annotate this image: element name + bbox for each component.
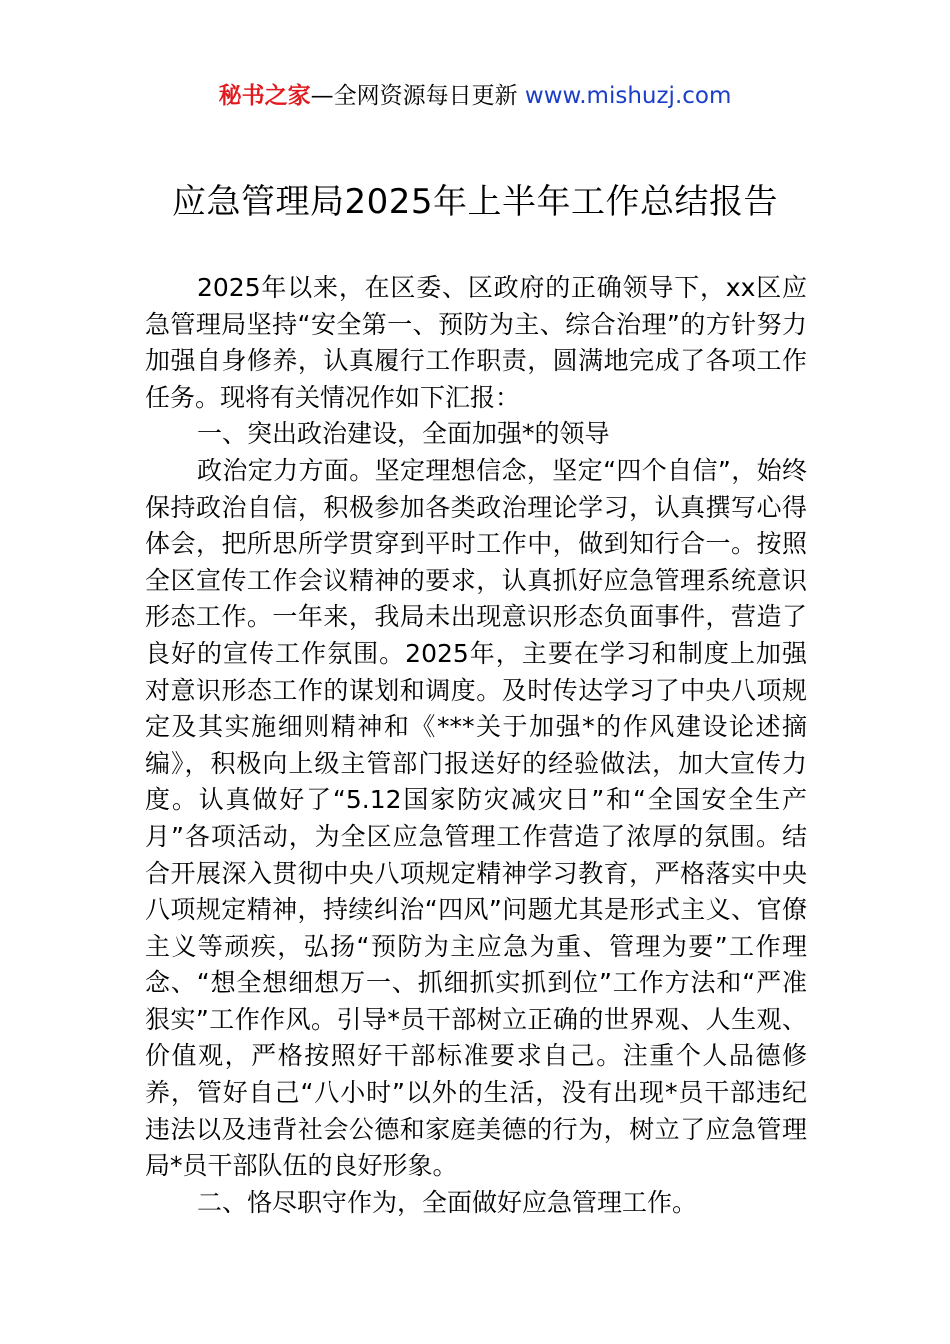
document-body (145, 270, 807, 1221)
body-paragraph: 政治定力方面。坚定理想信念，坚定“四个自信”，始终保持政治自信，积极参加各类政治理论学习，认真撰写心得体会，把所思所学贯穿到平时工作中，做到知行合一。按照全区宣传工作会议精神的要求，认真抓好应急管理系统意识形态工作。一年来，我局未出现意识形态负面事件，营造了良好的宣传工作氛围。2025年，主要在学习和制度上加强对意识形态工作的谋划和调度。及时传达学习了中央八项规定及其实施细则精神和《***关于加强*的作风建设论述摘编》，积极向上级主管部门报送好的经验做法，加大宣传力度。认真做好了“5.12国家防灾减灾日”和“全国安全生产月”各项活动，为全区应急管理工作营造了浓厚的氛围。结合开展深入贯彻中央八项规定精神学习教育，严格落实中央八项规定精神，持续纠治“四风”问题尤其是形式主义、官僚主义等顽疾，弘扬“预防为主应急为重、管理为要”工作理念、“想全想细想万一、抓细抓实抓到位”工作方法和“严准狠实”工作作风。引导*员干部树立正确的世界观、人生观、价值观，严格按照好干部标准要求自己。注重个人品德修养，管好自己“八小时”以外的生活，没有出现*员干部违纪违法以及违背社会公德和家庭美德的行为，树立了应急管理局*员干部队伍的良好形象。 (145, 455, 807, 1181)
intro-paragraph: 2025年以来，在区委、区政府的正确领导下，xx区应急管理局坚持“安全第一、预防为主、综合治理”的方针努力加强自身修养，认真履行工作职责，圆满地完成了各项工作任务。现将有关情况作如下汇报： (145, 273, 807, 412)
section-heading-1: 一、突出政治建设，全面加强*的领导 (197, 419, 610, 449)
banner-tagline: —全网资源每日更新 (310, 83, 518, 109)
document-title: 应急管理局2025年上半年工作总结报告 (171, 182, 779, 222)
banner-site-link[interactable]: www.mishuzj.com (524, 83, 732, 109)
site-banner (0, 80, 950, 112)
section-heading-2: 二、恪尽职守作为，全面做好应急管理工作。 (197, 1187, 698, 1217)
banner-brand: 秘书之家 (218, 83, 311, 109)
